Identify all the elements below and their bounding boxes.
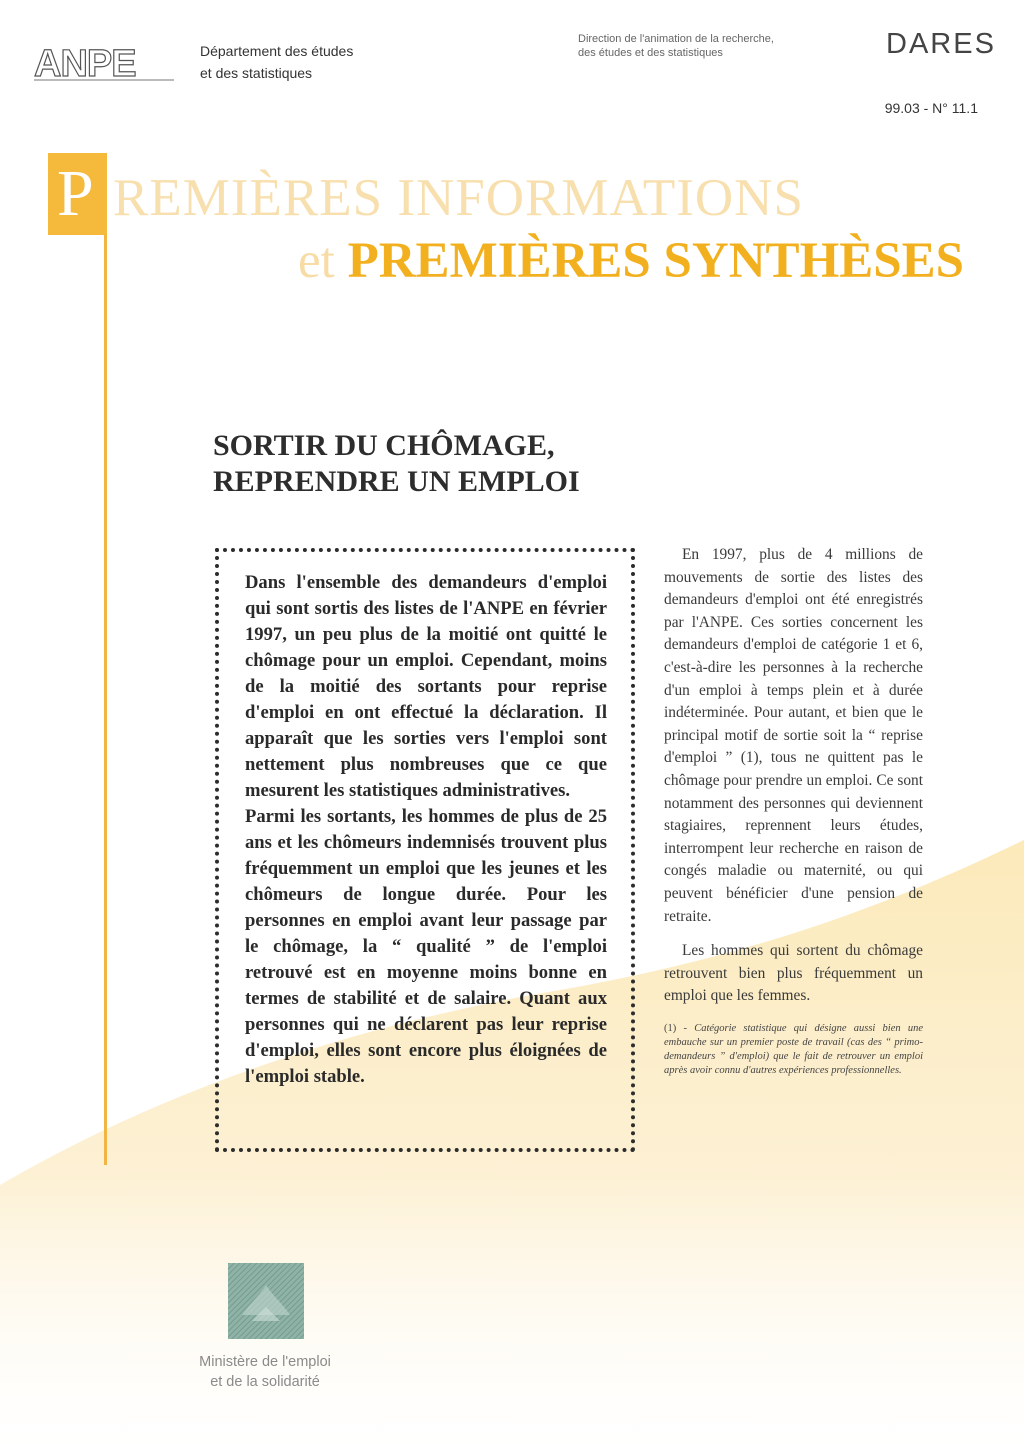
department-line-2: et des statistiques <box>200 65 313 81</box>
footnote-marker: (1) - <box>664 1022 687 1034</box>
department-label <box>200 40 353 84</box>
body-column <box>664 544 923 1078</box>
article-title-line-2: REPRENDRE UN EMPLOI <box>213 465 580 498</box>
article-title <box>213 428 580 500</box>
summary-paragraph-1: Dans l'ensemble des demandeurs d'emploi qui sont sortis des listes de l'ANPE en février 1997, un peu plus de la moitié ont quitté le chômage pour un emploi. Cependant, moins de la moitié des sortants pour reprise d'emploi en ont effectué la déclaration. Il apparaît que les sorties vers l'emploi sont nettement plus nombreuses que ce que mesurent les statistiques administratives. <box>245 572 607 801</box>
summary-paragraph-2: Parmi les sortants, les hommes de plus de 25 ans et les chômeurs indemnisés trouvent plus fréquemment un emploi que les jeunes et les chômeurs de longue durée. Pour les personnes en emploi avant leur passage par le chômage, la “ qualité ” de l'emploi retrouvé est en moyenne moins bonne en termes de stabilité et de salaire. Quant aux personnes qui ne déclarent pas leur reprise d'emploi, elles sont encore plus éloignées de l'emploi stable. <box>245 806 607 1087</box>
body-paragraph-2: Les hommes qui sortent du chômage retrouvent bien plus fréquemment un emploi que les femmes. <box>664 942 923 1005</box>
body-paragraph-1: En 1997, plus de 4 millions de mouvements de sortie des listes des demandeurs d'emploi ont été enregistrés par l'ANPE. Ces sorties concernent les demandeurs d'emploi de catégorie 1 et 6, c'est-à-dire les personnes à la recherche d'un emploi à temps plein et à durée indéterminée. Pour autant, et bien que le principal motif de sortie soit la “ reprise d'emploi ” (1), tous ne quittent pas le chômage pour prendre un emploi. Ce sont notamment des personnes qui deviennent stagiaires, reprennent leurs études, interrompent leur recherche en raison de congés maladie ou maternité, ou qui peuvent bénéficier d'une pension de retraite. <box>664 546 923 925</box>
footnote-text: Catégorie statistique qui désigne aussi bien une embauche sur un premier poste de travail (cas des “ primo-demandeurs ” d'emploi) que le fait de retrouver un emploi après avoir connu d'autres expériences professionnelles. <box>664 1022 924 1076</box>
direction-label <box>578 32 774 60</box>
ministry-logo-icon <box>228 1263 304 1339</box>
masthead-initial-block <box>48 153 107 235</box>
summary-box <box>215 548 635 1152</box>
footnote <box>664 1022 923 1078</box>
direction-line-1: Direction de l'animation de la recherche, <box>578 33 774 45</box>
ministry-line-1: Ministère de l'emploi <box>199 1354 331 1370</box>
department-line-1: Département des études <box>200 43 354 59</box>
masthead-title-line-2 <box>298 232 964 290</box>
dares-label: DARES <box>886 28 996 60</box>
direction-line-2: des études et des statistiques <box>578 47 723 59</box>
masthead-et: et <box>298 233 335 289</box>
masthead-title-line-2-text: PREMIÈRES SYNTHÈSES <box>347 233 964 289</box>
anpe-logo <box>34 42 174 82</box>
summary-text <box>245 570 607 1090</box>
masthead-title-line-1: REMIÈRES INFORMATIONS <box>113 169 804 227</box>
masthead-initial: P <box>57 157 94 230</box>
vertical-rule <box>104 235 107 1165</box>
issue-number: 99.03 - N° 11.1 <box>884 100 978 116</box>
anpe-logo-text: ANPE <box>34 43 136 82</box>
ministry-line-2: et de la solidarité <box>210 1374 320 1390</box>
ministry-label <box>150 1352 380 1392</box>
article-title-line-1: SORTIR DU CHÔMAGE, <box>213 429 555 462</box>
